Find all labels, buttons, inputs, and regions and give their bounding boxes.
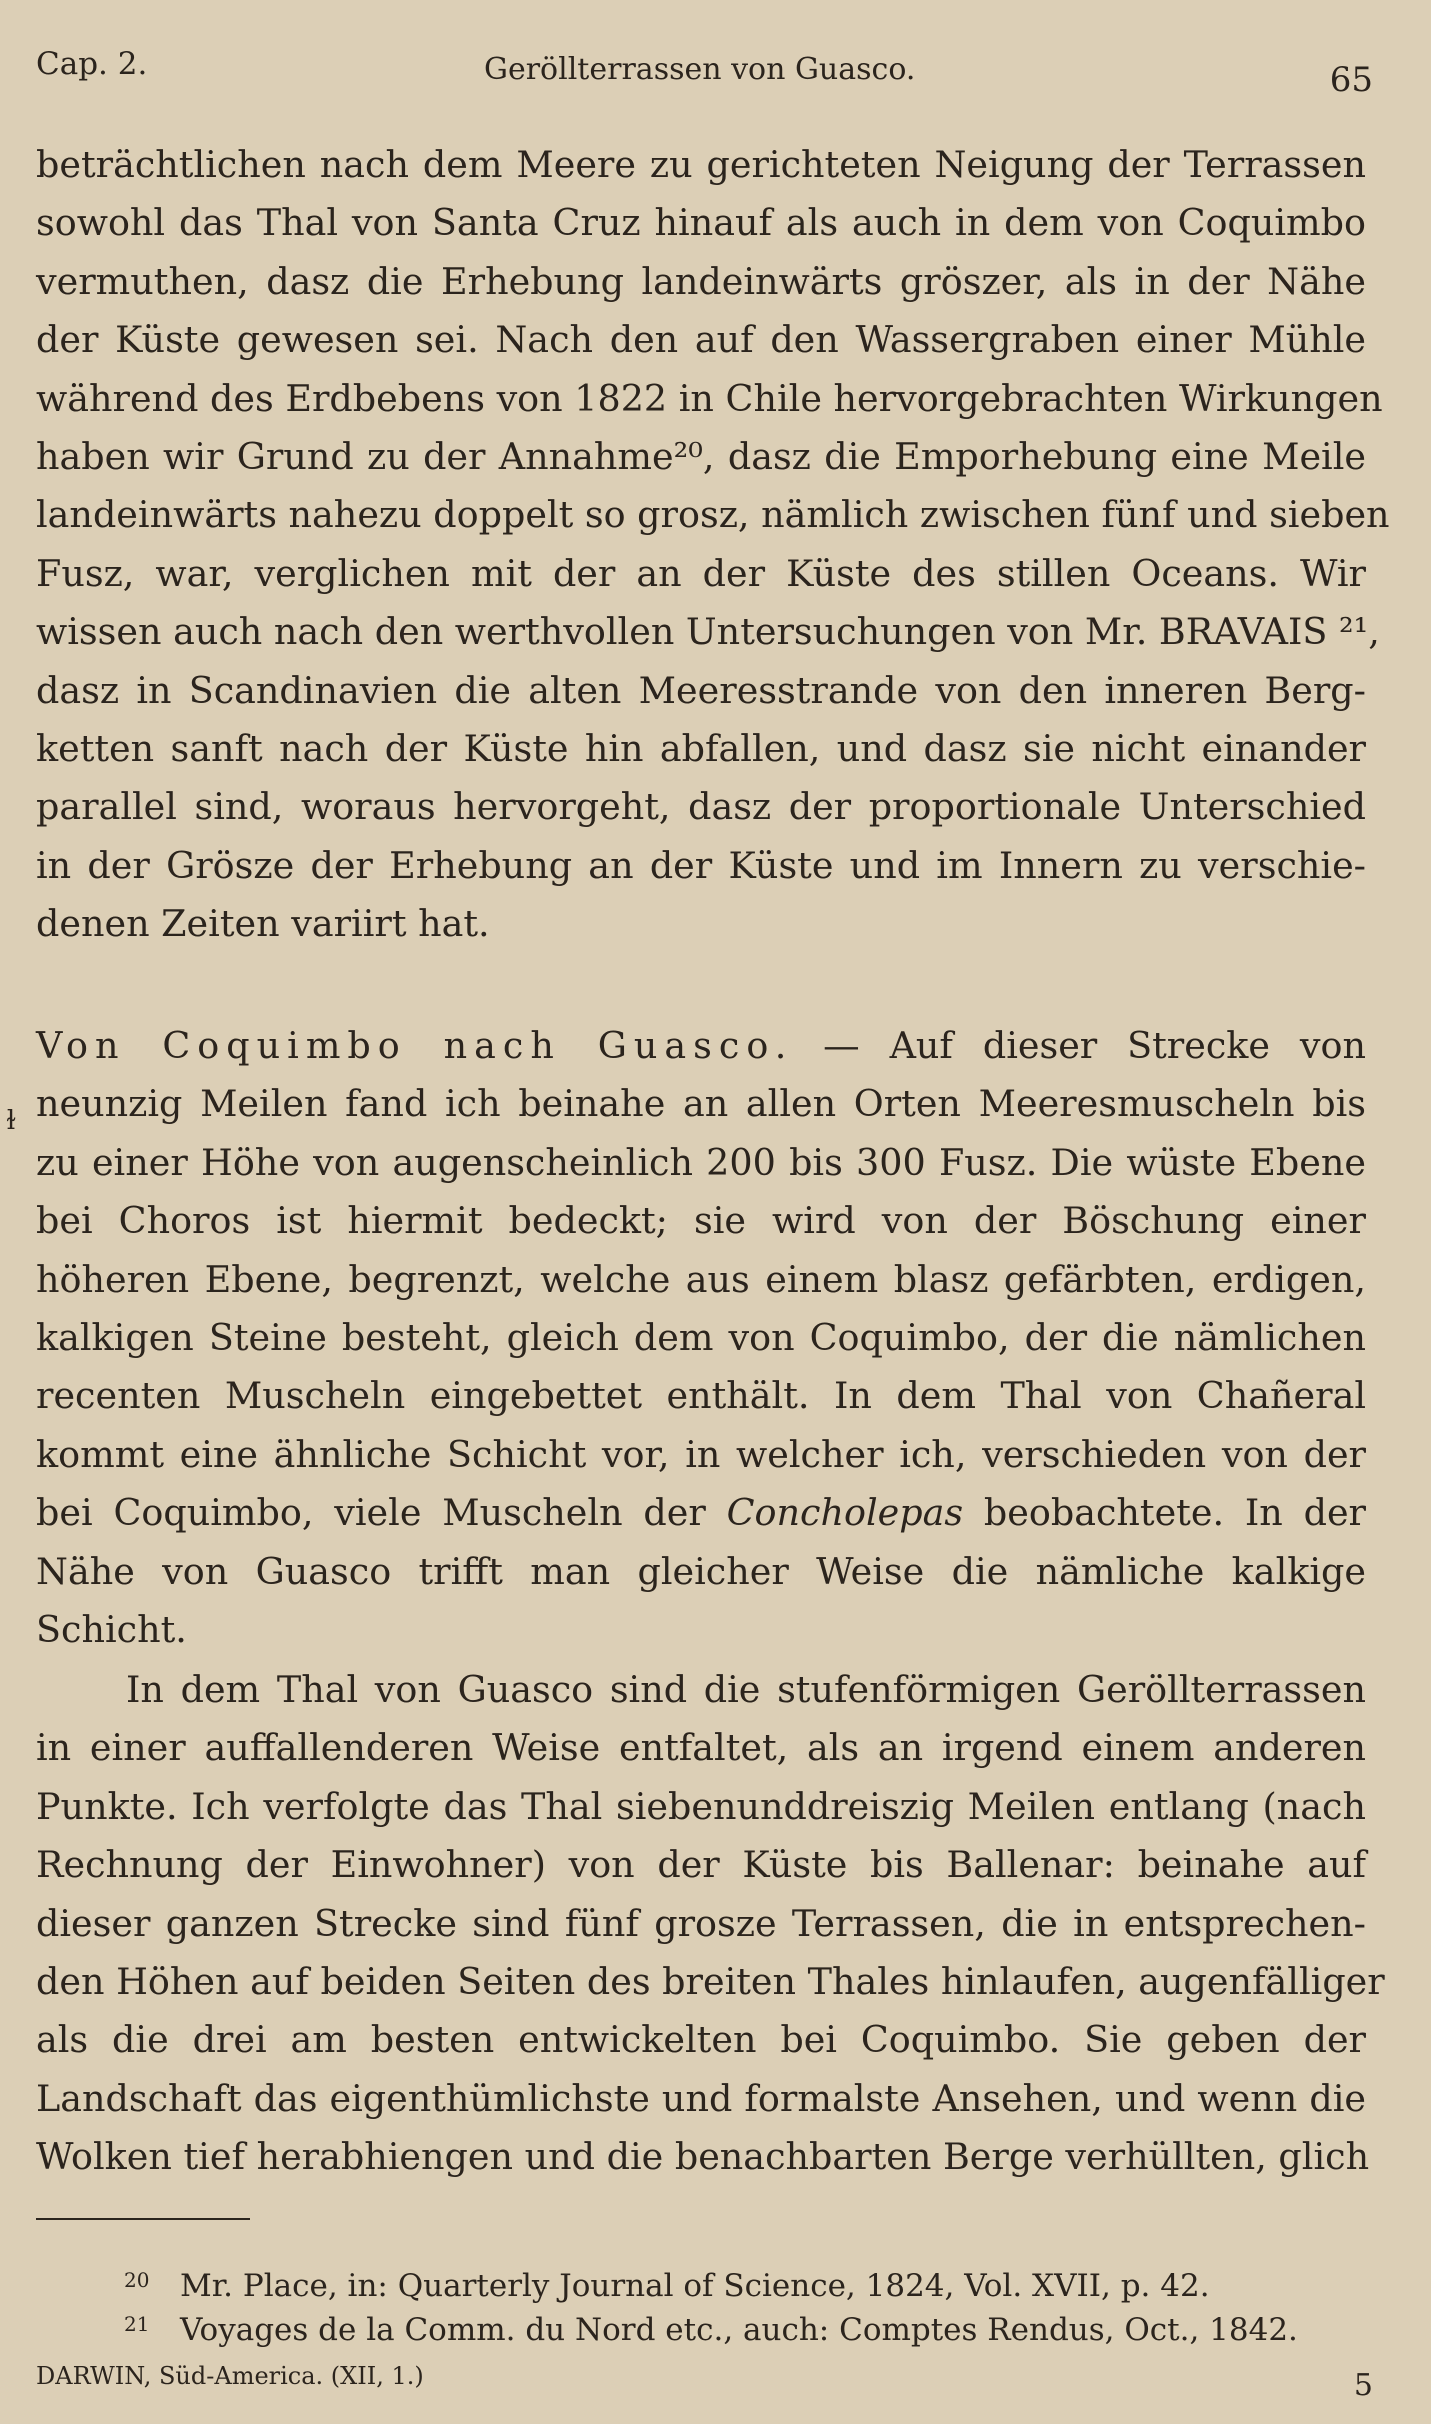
text-line: Nähe von Guasco trifft man gleicher Weise die nämliche kalkige (36, 1549, 1366, 1593)
text-line: zu einer Höhe von augenscheinlich 200 bis 300 Fusz. Die wüste Ebene (36, 1140, 1366, 1184)
text-segment: bei Coquimbo, viele Muscheln der (36, 1491, 727, 1535)
text-line: Rechnung der Einwohner) von der Küste bis Ballenar: beinahe auf (36, 1843, 1366, 1887)
paragraph-coquimbo-guasco (36, 1017, 1366, 1659)
text-line: der Küste gewesen sei. Nach den auf den Wassergraben einer Mühle (36, 318, 1366, 362)
text-line: denen Zeiten variirt hat. (36, 902, 490, 946)
footnote-number: 21 (124, 2312, 150, 2336)
running-title: Geröllterrassen von Guasco. (484, 52, 916, 87)
genus-name: Concholepas (726, 1491, 964, 1535)
text-line: während des Erdbebens von 1822 in Chile hervorgebrachten Wirkungen (36, 376, 1383, 420)
text-line: höheren Ebene, begrenzt, welche aus einem blasz gefärbten, erdigen, (36, 1257, 1366, 1301)
text-line: vermuthen, dasz die Erhebung landeinwärts gröszer, als in der Nähe (36, 259, 1366, 303)
text-line: Punkte. Ich verfolgte das Thal siebenunddreiszig Meilen entlang (nach (36, 1784, 1366, 1828)
text-line: in einer auffallenderen Weise entfaltet, als an irgend einem anderen (36, 1726, 1366, 1770)
text-line: kommt eine ähnliche Schicht vor, in welcher ich, verschieden von der (36, 1432, 1366, 1476)
signature-number: 5 (1353, 2368, 1373, 2403)
text-line: In dem Thal von Guasco sind die stufenförmigen Geröllterrassen (126, 1668, 1366, 1711)
text-line (36, 1017, 1366, 1075)
paragraph-terrace-inclination (36, 136, 1390, 953)
text-line: als die drei am besten entwickelten bei Coquimbo. Sie geben der (36, 2018, 1366, 2062)
text-line: Schicht. (36, 1607, 187, 1651)
chapter-label: Cap. 2. (36, 46, 148, 82)
heading-continuation: — Auf dieser Strecke von (793, 1024, 1366, 1067)
footnote-text: Voyages de la Comm. du Nord etc., auch: Comptes Rendus, Oct., 1842. (180, 2312, 1298, 2348)
text-line: ketten sanft nach der Küste hin abfallen, und dasz sie nicht einander (36, 726, 1366, 770)
text-line: neunzig Meilen fand ich beinahe an allen Orten Meeresmuscheln bis (36, 1082, 1366, 1126)
text-line: den Höhen auf beiden Seiten des breiten Thales hinlaufen, augenfälliger (36, 1959, 1385, 2003)
footnote-text: Mr. Place, in: Quarterly Journal of Science, 1824, Vol. XVII, p. 42. (180, 2268, 1210, 2304)
page-number: 65 (1329, 60, 1373, 100)
text-line: wissen auch nach den werthvollen Untersuchungen von Mr. BRAVAIS ²¹, (36, 610, 1380, 654)
footnote-rule (36, 2218, 250, 2220)
text-line: bei Choros ist hiermit bedeckt; sie wird von der Böschung einer (36, 1199, 1366, 1243)
text-line: dasz in Scandinavien die alten Meeresstrande von den inneren Berg- (36, 668, 1366, 712)
margin-mark: ɫ (6, 1106, 16, 1136)
text-line: parallel sind, woraus hervorgeht, dasz der proportionale Unterschied (36, 785, 1366, 829)
text-line: landeinwärts nahezu doppelt so grosz, nämlich zwischen fünf und sieben (36, 493, 1390, 537)
text-line: recenten Muscheln eingebettet enthält. In dem Thal von Chañeral (36, 1374, 1366, 1418)
signature-line (36, 2362, 1373, 2403)
footnote-number: 20 (124, 2268, 150, 2292)
text-line: Fusz, war, verglichen mit der an der Küste des stillen Oceans. Wir (36, 551, 1366, 595)
running-header (36, 46, 1373, 106)
text-line: in der Grösze der Erhebung an der Küste und im Innern zu verschie- (36, 843, 1366, 887)
section-heading: Von Coquimbo nach Guasco. (36, 1024, 794, 1067)
text-line: Landschaft das eigenthümlichste und formalste Ansehen, und wenn die (36, 2076, 1366, 2120)
text-line: dieser ganzen Strecke sind fünf grosze Terrassen, die in entsprechen- (36, 1901, 1366, 1945)
paragraph-guasco-valley (36, 1661, 1385, 2187)
text-line: Wolken tief herabhiengen und die benachbarten Berge verhüllten, glich (36, 2135, 1370, 2179)
text-line (36, 1484, 1366, 1542)
text-line: haben wir Grund zu der Annahme²⁰, dasz die Emporhebung eine Meile (36, 434, 1366, 478)
text-line: beträchtlichen nach dem Meere zu gerichteten Neigung der Terrassen (36, 143, 1366, 186)
text-segment: beobachtete. In der (963, 1491, 1366, 1535)
text-line: sowohl das Thal von Santa Cruz hinauf als auch in dem von Coquimbo (36, 201, 1366, 245)
text-line: kalkigen Steine besteht, gleich dem von Coquimbo, der die nämlichen (36, 1315, 1366, 1359)
signature-text: DARWIN, Süd-America. (XII, 1.) (36, 2362, 424, 2390)
